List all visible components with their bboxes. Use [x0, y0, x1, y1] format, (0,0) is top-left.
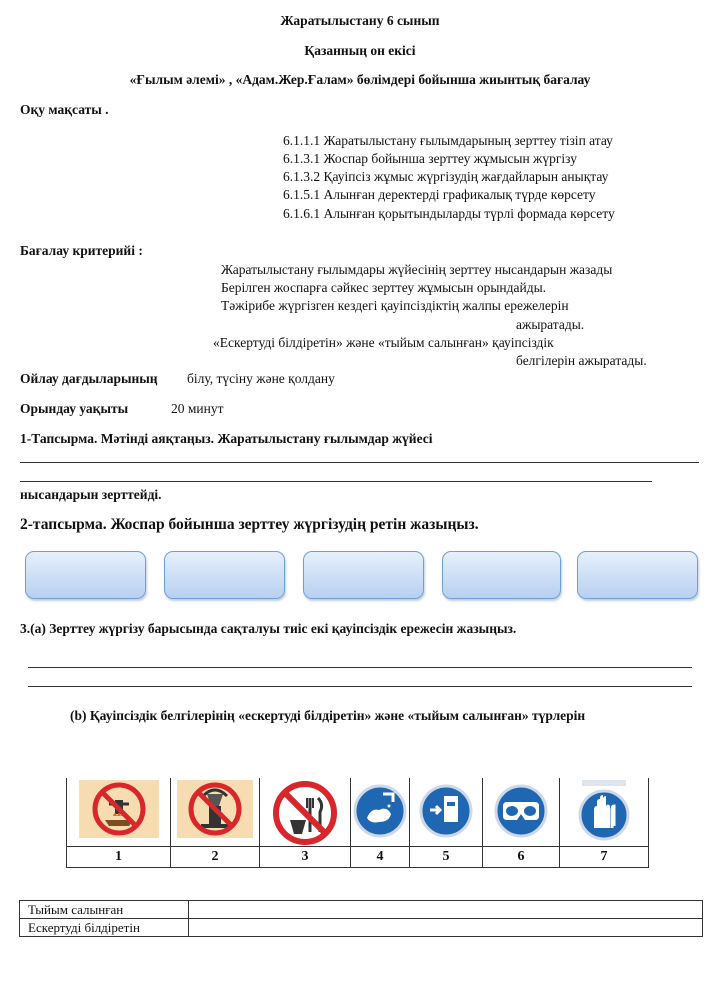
criteria-line: Берілген жоспарға сәйкес зерттеу жұмысын орындайды.: [221, 280, 547, 295]
plan-step-box-3[interactable]: [303, 551, 424, 599]
learning-goals-label: Оқу мақсаты .: [20, 102, 109, 117]
warning-answer-cell[interactable]: [189, 919, 703, 937]
wear-goggles-icon: [493, 780, 549, 842]
sign-number: 1: [67, 847, 171, 868]
plan-step-box-2[interactable]: [164, 551, 285, 599]
sign-cell: [171, 778, 260, 847]
task1-answer-line[interactable]: [20, 481, 652, 482]
sign-classification-table: [19, 900, 703, 937]
date-heading: Қазанның он екісі: [304, 43, 416, 58]
criteria-line: Жаратылыстану ғылымдары жүйесінің зерттеу нысандарын жазады: [221, 262, 613, 277]
task2-title: 2-тапсырма. Жоспар бойынша зерттеу жүргізудің ретін жазыңыз.: [20, 516, 479, 533]
task1-ending: нысандарын зерттейді.: [20, 487, 162, 502]
thinking-skills-label: Ойлау дағдыларының: [20, 371, 158, 386]
no-eating-drinking-icon: [270, 780, 340, 846]
sign-number: 3: [260, 847, 351, 868]
warning-row-label: Ескертуді білдіретін: [20, 919, 189, 937]
sign-number: 6: [483, 847, 560, 868]
sign-cell: [483, 778, 560, 847]
subject-heading: Жаратылыстану 6 сынып: [280, 13, 440, 28]
learning-goal-item: 6.1.6.1 Алынған қорытындыларды түрлі формада көрсету: [283, 206, 615, 221]
sign-cell: [410, 778, 483, 847]
learning-goal-item: 6.1.3.2 Қауіпсіз жұмыс жүргізудің жағдайларын анықтау: [283, 169, 609, 184]
wear-gloves-icon: [578, 780, 630, 844]
task1-answer-line[interactable]: [20, 462, 699, 463]
task3a-title: 3.(а) Зерттеу жүргізу барысында сақталуы тиіс екі қауіпсіздік ережесін жазыңыз.: [20, 621, 517, 636]
sign-cell: [560, 778, 649, 847]
duration-value: 20 минут: [171, 401, 224, 416]
sign-number: 5: [410, 847, 483, 868]
sign-cell: [351, 778, 410, 847]
wash-hands-icon: [353, 780, 407, 842]
criteria-line: Тәжірибе жүргізген кездегі қауіпсіздіктің жалпы ережелерін: [221, 298, 569, 313]
plan-step-box-1[interactable]: [25, 551, 146, 599]
criteria-line: ажыратады.: [516, 317, 585, 332]
sign-number: 4: [351, 847, 410, 868]
plan-step-box-4[interactable]: [442, 551, 561, 599]
safety-signs-table: [66, 778, 649, 868]
criteria-label: Бағалау критерийі :: [20, 243, 143, 258]
assessment-title: «Ғылым әлемі» , «Адам.Жер.Ғалам» бөлімдері бойынша жиынтық бағалау: [129, 72, 591, 87]
criteria-line: белгілерін ажыратады.: [516, 353, 647, 368]
task1-title: 1-Тапсырма. Мәтінді аяқтаңыз. Жаратылыстану ғылымдар жүйесі: [20, 431, 433, 446]
learning-goal-item: 6.1.3.1 Жоспар бойынша зерттеу жұмысын жүргізу: [283, 151, 577, 166]
use-dispenser-icon: [418, 780, 474, 842]
sign-number: 2: [171, 847, 260, 868]
learning-goal-item: 6.1.5.1 Алынған деректерді графикалық түрде көрсету: [283, 187, 596, 202]
plan-step-box-5[interactable]: [577, 551, 698, 599]
sign-cell: [260, 778, 351, 847]
task3a-answer-line[interactable]: [28, 667, 692, 668]
prohibition-answer-cell[interactable]: [189, 901, 703, 919]
task3a-answer-line[interactable]: [28, 686, 692, 687]
criteria-line: «Ескертуді білдіретін» және «тыйым салынған» қауіпсіздік: [213, 335, 554, 350]
duration-label: Орындау уақыты: [20, 401, 129, 416]
sign-number: 7: [560, 847, 649, 868]
thinking-skills-value: білу, түсіну және қолдану: [187, 371, 335, 386]
prohibition-row-label: Тыйым салынған: [20, 901, 189, 919]
no-pouring-icon: [177, 780, 253, 838]
no-heating-icon: [79, 780, 159, 838]
learning-goal-item: 6.1.1.1 Жаратылыстану ғылымдарының зерттеу тізіп атау: [283, 133, 613, 148]
task3b-title: (b) Қауіпсіздік белгілерінің «ескертуді білдіретін» және «тыйым салынған» түрлерін: [70, 708, 586, 723]
sign-cell: [67, 778, 171, 847]
